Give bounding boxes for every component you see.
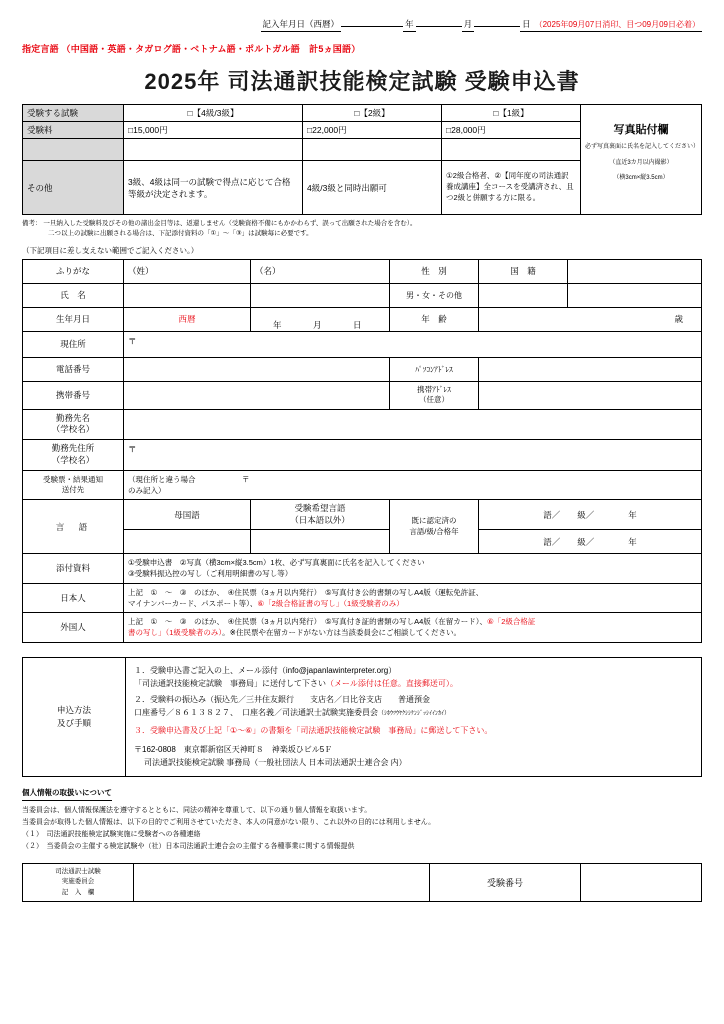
gender-label: 性 別 xyxy=(390,259,479,283)
foreigner-label: 外国人 xyxy=(23,613,124,643)
workplace-name-field[interactable] xyxy=(124,409,702,440)
name-mei-field[interactable] xyxy=(251,283,390,307)
fee-4-3[interactable]: □15,000円 xyxy=(124,122,303,139)
japanese-requirements xyxy=(124,583,702,613)
procedure-line-4-text: 口座番号／８６１３８２７、 口座名義／司法通訳士試験実施委員会 xyxy=(134,708,378,718)
photo-note-3: （横3cm×縦3.5cm） xyxy=(613,175,669,182)
fee-2[interactable]: □22,000円 xyxy=(303,122,442,139)
pc-mail-label: ﾊﾟｿｺﾝｱﾄﾞﾚｽ xyxy=(390,357,479,381)
workplace-name-label-line2: （学校名） xyxy=(51,424,95,435)
ticket-delivery-label xyxy=(23,471,124,500)
certified-language-label-line2: 言語/級/合格年 xyxy=(409,526,459,536)
date-entry-label: 記入年月日（西暦） xyxy=(261,18,342,32)
exam-option-1[interactable]: □【1級】 xyxy=(442,105,581,122)
mobile-mail-label xyxy=(390,381,479,409)
workplace-address-label-line1: 勤務先住所 xyxy=(51,443,95,454)
day-label: 日 xyxy=(520,18,533,32)
privacy-section xyxy=(22,787,702,853)
birth-day-label: 日 xyxy=(353,320,362,330)
attachments-line-2: ③受験料振込控の写し（ご利用明細書の写し等） xyxy=(128,569,293,579)
furigana-mei-field[interactable]: （名） xyxy=(251,259,390,283)
office-use-label-line2: 実施委員会 xyxy=(61,878,95,886)
office-use-label xyxy=(22,863,134,902)
certified-row-2[interactable]: 語／ 級／ 年 xyxy=(479,530,702,554)
workplace-name-label xyxy=(23,409,124,440)
blank-cell-3 xyxy=(442,139,581,161)
fee-row-label: 受験料 xyxy=(23,122,124,139)
current-address-label: 現住所 xyxy=(23,331,124,357)
notes-block xyxy=(22,219,702,239)
page-title: 2025年 司法通訳技能検定試験 受験申込書 xyxy=(144,69,580,94)
procedure-table xyxy=(22,657,702,777)
note-2: 二つ以上の試験に出願される場合は、下記添付資料の「①」～「③」は試験毎に必要です。 xyxy=(48,229,313,237)
certified-language-label-line1: 既に認定済の xyxy=(411,516,457,526)
applicant-section-lead: （下記項目に差し支えない範囲でご記入ください。） xyxy=(22,245,199,255)
birth-year-label: 年 xyxy=(273,320,282,330)
ticket-delivery-note-line2: のみ記入） xyxy=(128,486,166,496)
note-1: 一旦納入した受験料及びその他の諸出金目等は、返還しません（受験資格不備にもかかわらず、誤って出願された場合を含む）。 xyxy=(43,220,417,227)
certified-row-1[interactable]: 語／ 級／ 年 xyxy=(479,500,702,530)
desired-language-label xyxy=(251,500,390,530)
procedure-line-2 xyxy=(134,677,693,690)
current-address-field[interactable]: 〒 xyxy=(124,331,702,357)
japanese-label: 日本人 xyxy=(23,583,124,613)
procedure-label-line1: 申込方法 xyxy=(56,704,91,715)
mobile-mail-label-line2: （任意） xyxy=(419,395,449,404)
other-4-3: 3級、4級は同一の試験で得点に応じて合格等級が決定されます。 xyxy=(124,161,303,215)
exam-selection-table xyxy=(22,104,702,215)
procedure-line-2-black: 「司法通訳技能検定試験 事務局」に送付して下さい xyxy=(134,678,326,688)
photo-attachment-area xyxy=(581,105,702,215)
procedure-line-3 xyxy=(134,693,693,706)
foreigner-line-1-black: 上記 ① ～ ③ のほか、 ④住民票（3ヵ月以内発行） ⑤写真付き証的書類の写しA4版（在留カード）、 xyxy=(128,617,487,626)
procedure-line-5: ３．受験申込書及び上記「①～⑥」の書類を「司法通訳技能検定試験 事務局」に郵送して下さい。 xyxy=(134,725,493,735)
procedure-line-2-red: （メール添付は任意。直接郵送可）。 xyxy=(326,678,458,688)
workplace-address-label-line2: （学校名） xyxy=(51,455,95,466)
blank-cell-2 xyxy=(303,139,442,161)
other-1: ①2級合格者、②【同年度の司法通訳養成講座】全コースを受講済され、且つ2級と併願する方に限る。 xyxy=(442,161,581,215)
ticket-delivery-postal-mark: 〒 xyxy=(242,475,250,485)
desired-language-label-line2: （日本語以外） xyxy=(290,514,350,525)
workplace-name-label-line1: 勤務先名 xyxy=(55,412,90,423)
mobile-mail-label-line1: 携帯ｱﾄﾞﾚｽ xyxy=(417,384,451,394)
foreigner-line-2 xyxy=(128,627,697,638)
language-label: 言 語 xyxy=(23,500,124,554)
office-use-row xyxy=(22,863,702,902)
gender-options[interactable]: 男・女・その他 xyxy=(390,283,479,307)
ticket-delivery-field[interactable] xyxy=(124,471,702,500)
nationality-blank-2[interactable] xyxy=(568,283,702,307)
deadline-note: （2025年09月07日消印、目つ09月09日必着） xyxy=(533,19,702,32)
office-use-label-line1: 司法通訳士試験 xyxy=(55,867,101,875)
blank-shade-cell xyxy=(23,139,124,161)
foreigner-requirements xyxy=(124,613,702,643)
office-use-field[interactable] xyxy=(134,863,430,902)
designated-languages: 指定言語 （中国語・英語・タガログ語・ベトナム語・ポルトガル語 計5ヵ国語） xyxy=(22,44,361,54)
name-label: 氏 名 xyxy=(23,283,124,307)
procedure-line-3-text: ２．受験料の振込み（振込先／三井住友銀行 支店名／日比谷支店 普通預金 xyxy=(134,694,430,704)
nationality-blank-1[interactable] xyxy=(479,283,568,307)
desired-language-label-line1: 受験希望言語 xyxy=(294,503,346,514)
photo-note-2: （直近3カ月以内撮影） xyxy=(609,159,673,166)
seireki-label: 西暦 xyxy=(124,307,251,331)
procedure-address-line: 〒162-0808 東京都新宿区天神町８ 神楽坂ひビル5Ｆ xyxy=(134,745,333,755)
ticket-delivery-label-line2: 送付先 xyxy=(61,485,85,495)
certified-language-label xyxy=(390,500,479,554)
procedure-label-line2: 及び手順 xyxy=(56,717,91,728)
month-label: 月 xyxy=(462,18,475,32)
attachments-text xyxy=(124,554,702,584)
notes-label: 備考： xyxy=(22,220,42,227)
ticket-delivery-note-line1: （現住所と違う場合 xyxy=(128,475,196,485)
nationality-field[interactable] xyxy=(568,259,702,283)
blank-cell-1 xyxy=(124,139,303,161)
procedure-label xyxy=(23,657,126,776)
japanese-line-1: 上記 ① ～ ③ のほか、 ④住民票（3ヵ月以内発行） ⑤写真付き公的書類の写しA4版（運転免許証、 xyxy=(128,587,484,597)
mother-tongue-label: 母国語 xyxy=(124,500,251,530)
foreigner-line-2-black: 。※住民票や在留カードがない方は当該委員会にご相談してください。 xyxy=(222,628,461,638)
nationality-label: 国 籍 xyxy=(479,259,568,283)
mobile-mail-field[interactable] xyxy=(479,381,702,409)
ticket-delivery-label-line1: 受験票・結果通知 xyxy=(43,474,103,484)
workplace-address-field[interactable]: 〒 xyxy=(124,440,702,471)
foreigner-line-1-red: ⑥「2級合格証 xyxy=(487,617,536,626)
furigana-sei-field[interactable]: （姓） xyxy=(124,259,251,283)
date-entry-line xyxy=(22,18,702,32)
birthdate-fields[interactable] xyxy=(251,307,390,331)
age-field[interactable]: 歳 xyxy=(479,307,702,331)
attachments-line-1: ①受験申込書 ②写真（横3cm×縦3.5cm）1枚、必ず写真裏面に氏名を記入してください xyxy=(128,558,425,567)
exam-row-label: 受験する試験 xyxy=(23,105,124,122)
exam-option-4-3[interactable]: □【4級/3級】 xyxy=(124,105,303,122)
exam-option-2[interactable]: □【2級】 xyxy=(303,105,442,122)
other-row-label: その他 xyxy=(23,161,124,215)
other-2: 4級/3級と同時出願可 xyxy=(303,161,442,215)
fee-1[interactable]: □28,000円 xyxy=(442,122,581,139)
procedure-body xyxy=(126,657,702,776)
pc-mail-field[interactable] xyxy=(479,357,702,381)
japanese-line-2 xyxy=(128,598,697,609)
furigana-label: ふりがな xyxy=(23,259,124,283)
desired-language-field[interactable] xyxy=(251,530,390,554)
privacy-title: 個人情報の取扱いについて xyxy=(22,787,112,802)
birth-month-label: 月 xyxy=(313,320,322,330)
foreigner-line-1 xyxy=(128,616,697,627)
exam-number-field[interactable] xyxy=(581,863,702,902)
tel-label: 電話番号 xyxy=(23,357,124,381)
birthdate-label: 生年月日 xyxy=(23,307,124,331)
exam-number-label: 受験番号 xyxy=(430,863,581,902)
photo-attachment-title: 写真貼付欄 xyxy=(613,124,669,136)
workplace-address-label xyxy=(23,440,124,471)
procedure-office-line: 司法通訳技能検定試験 事務局（一般社団法人 日本司法通訳士連合会 内） xyxy=(144,758,407,768)
applicant-info-table xyxy=(22,259,702,643)
tel-field[interactable] xyxy=(124,357,390,381)
photo-note-1: 必ず写真裏面に氏名を記入してください） xyxy=(585,144,700,150)
age-label: 年 齢 xyxy=(390,307,479,331)
procedure-line-1: １．受験申込書ご記入の上、メール添付（info@japanlawinterpreter.org） xyxy=(134,665,397,675)
privacy-paragraph-2: 当委員会が取得した個人情報は、以下の目的でご利用させていただき、本人の同意がない限り、これ以外の目的には利用しません。 xyxy=(22,819,436,827)
procedure-line-4 xyxy=(134,706,693,720)
year-label: 年 xyxy=(403,18,416,32)
japanese-line-2-red: ⑥「2級合格証書の写し」（1級受験者のみ） xyxy=(257,598,404,608)
attachments-label: 添付資料 xyxy=(23,554,124,584)
mobile-label: 携帯番号 xyxy=(23,381,124,409)
office-use-label-line3: 記 入 欄 xyxy=(61,888,95,896)
mobile-field[interactable] xyxy=(124,381,390,409)
japanese-line-2-black: マイナンバーカード、パスポート等）、 xyxy=(128,598,258,608)
privacy-item-2: （２） 当委員会の主催する検定試験や（社）日本司法通訳士連合会の主催する各種事業に関する情報提供 xyxy=(22,842,355,850)
privacy-paragraph-1: 当委員会は、個人情報保護法を遵守するとともに、同法の精神を尊重して、以下の通り個人情報を取扱います。 xyxy=(22,807,372,815)
foreigner-line-2-red: 書の写し」（1級受験者のみ） xyxy=(128,628,223,638)
procedure-line-4-kana: （ｼﾎｳﾂｳﾔｸｼｼｹﾝｼﾞｯｼｲｲﾝｶｲ） xyxy=(378,711,451,718)
mother-tongue-field[interactable] xyxy=(124,530,251,554)
name-sei-field[interactable] xyxy=(124,283,251,307)
privacy-item-1: （１） 司法通訳技能検定試験実施に受験者への各種連絡 xyxy=(22,831,201,839)
